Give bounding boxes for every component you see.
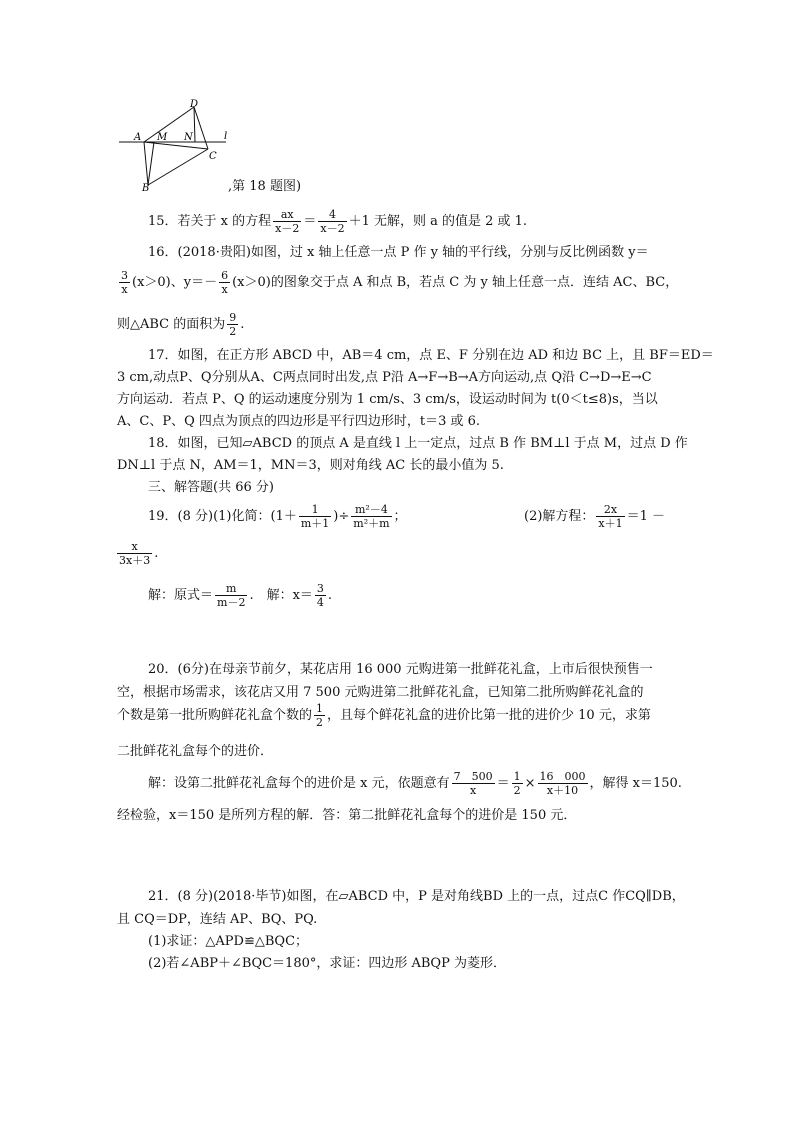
label-l: l bbox=[224, 131, 228, 142]
fraction: $\frac{6}{x}$ bbox=[221, 269, 229, 296]
question-20-line4: 二批鲜花礼盒每个的进价． bbox=[117, 744, 274, 759]
question-18-line2: DN⊥l 于点 N，AM＝1，MN＝3，则对角线 AC 长的最小值为 5. bbox=[117, 458, 504, 473]
section-heading: 三、解答题(共 66 分) bbox=[148, 480, 274, 495]
question-19-solution: 解：原式＝ $\frac{m}{m-2}$ . 解：x＝ $\frac{3}{4}$ . bbox=[148, 582, 333, 609]
label-b: B bbox=[142, 183, 150, 192]
fraction: $\frac{4}{x-2}$ bbox=[320, 208, 345, 235]
fraction: $\frac{3}{4}$ bbox=[316, 582, 324, 609]
fraction: $\frac{7 500}{x}$ bbox=[453, 770, 493, 797]
figure-caption: ,第 18 题图) bbox=[228, 179, 302, 194]
side-ab bbox=[144, 142, 148, 185]
question-16-line3: 则△ABC 的面积为 $\frac{9}{2}$ . bbox=[117, 311, 245, 338]
label-c: C bbox=[209, 151, 217, 162]
label-a: A bbox=[134, 132, 142, 143]
question-20-line3: 个数是第一批所购鲜花礼盒个数的 $\frac{1}{2}$ ，且每个鲜花礼盒的进价比第一批的进价少 10 元，求第 bbox=[117, 702, 651, 729]
fraction: $\frac{1}{2}$ bbox=[316, 702, 324, 729]
question-20-solution: 解：设第二批鲜花礼盒每个的进价是 x 元，依题意有 $\frac{7 500}{x}$ ＝ $\frac{1}{2}$ × $\frac{16 000}{x+10}$ ，解得 x＝150. bbox=[148, 770, 682, 797]
question-19-part2: (2)解方程： $\frac{2x}{x+1}$ ＝1 － bbox=[524, 503, 666, 530]
label-n: N bbox=[184, 132, 193, 143]
question-17-line3: 方向运动．若点 P、Q 的运动速度分别为 1 cm/s、3 cm/s，设运动时间为 t(0＜t≤8)s，当以 bbox=[117, 392, 658, 407]
side-cd bbox=[194, 107, 208, 149]
question-20-solution-line2: 经检验，x＝150 是所列方程的解．答：第二批鲜花礼盒每个的进价是 150 元． bbox=[117, 808, 577, 823]
question-20-line1: 20．(6分)在母亲节前夕，某花店用 16 000 元购进第一批鲜花礼盒，上市后很快预售一 bbox=[148, 662, 653, 677]
side-bc bbox=[148, 149, 208, 185]
question-16-line2: $\frac{3}{x}$ (x＞0)、y＝－ $\frac{6}{x}$ (x＞0)的图象交于点 A 和点 B，若点 C 为 y 轴上任意一点．连结 AC、BC， bbox=[121, 269, 679, 296]
question-19-part2-cont: $\frac{x}{3x+3}$ . bbox=[119, 540, 159, 567]
fraction: $\frac{16 000}{x+10}$ bbox=[539, 770, 586, 797]
question-15: 15．若关于 x 的方程 $\frac{ax}{x-2}$ ＝ $\frac{4}{x-2}$ ＋1 无解，则 a 的值是 2 或 1. bbox=[148, 208, 528, 235]
fraction: $\frac{1}{m+1}$ bbox=[300, 503, 330, 530]
fraction: $\frac{x}{3x+3}$ bbox=[119, 540, 151, 567]
question-18-line1: 18．如图，已知▱ABCD 的顶点 A 是直线 l 上一定点，过点 B 作 BM⊥l 于点 M，过点 D 作 bbox=[148, 436, 688, 451]
question-20-line2: 空，根据市场需求，该花店又用 7 500 元购进第二批鲜花礼盒，已知第二批所购鲜花礼盒的 bbox=[117, 685, 644, 700]
perp-dn bbox=[194, 107, 195, 142]
question-21-line1: 21．(8 分)(2018·毕节)如图，在▱ABCD 中，P 是对角线BD 上的一点，过点C 作CQ∥DB， bbox=[148, 889, 685, 904]
question-21-line4: (2)若∠ABP＋∠BQC＝180°，求证：四边形 ABQP 为菱形． bbox=[148, 956, 506, 971]
fraction: $\frac{9}{2}$ bbox=[229, 311, 237, 338]
fraction: $\frac{ax}{x-2}$ bbox=[275, 208, 300, 235]
fraction: $\frac{m}{m-2}$ bbox=[217, 582, 246, 609]
question-21-line2: 且 CQ＝DP，连结 AP、BQ、PQ. bbox=[117, 912, 318, 927]
fraction: $\frac{2x}{x+1}$ bbox=[598, 503, 623, 530]
question-16-line1: 16．(2018·贵阳)如图，过 x 轴上任意一点 P 作 y 轴的平行线，分别与反比例函数 y＝ bbox=[148, 245, 649, 260]
question-19-part1: 19．(8 分)(1)化简：(1＋ $\frac{1}{m+1}$ )÷ $\frac{\text{m²－4}}{\text{m²＋m}}$ ； bbox=[148, 503, 407, 530]
fraction: $\frac{\text{m²－4}}{\text{m²＋m}}$ bbox=[353, 503, 390, 530]
label-d: D bbox=[190, 99, 199, 110]
label-m: M bbox=[157, 132, 168, 143]
question-17-line4: A、C、P、Q 四点为顶点的四边形是平行四边形时，t＝3 或 6. bbox=[117, 414, 481, 429]
fraction: $\frac{1}{2}$ bbox=[513, 770, 521, 797]
perp-bm bbox=[148, 142, 154, 185]
question-17-line1: 17．如图，在正方形 ABCD 中，AB＝4 cm，点 E、F 分别在边 AD 和边 BC 上，且 BF＝ED＝ bbox=[148, 348, 714, 363]
question-21-line3: (1)求证：△APD≌△BQC； bbox=[148, 934, 309, 949]
parallelogram-figure bbox=[116, 97, 236, 192]
question-17-line2: 3 cm,动点P、Q分别从A、C两点同时出发,点 P沿 A→F→B→A方向运动,点 Q沿 C→D→E→C bbox=[117, 370, 652, 385]
fraction: $\frac{3}{x}$ bbox=[121, 269, 128, 296]
